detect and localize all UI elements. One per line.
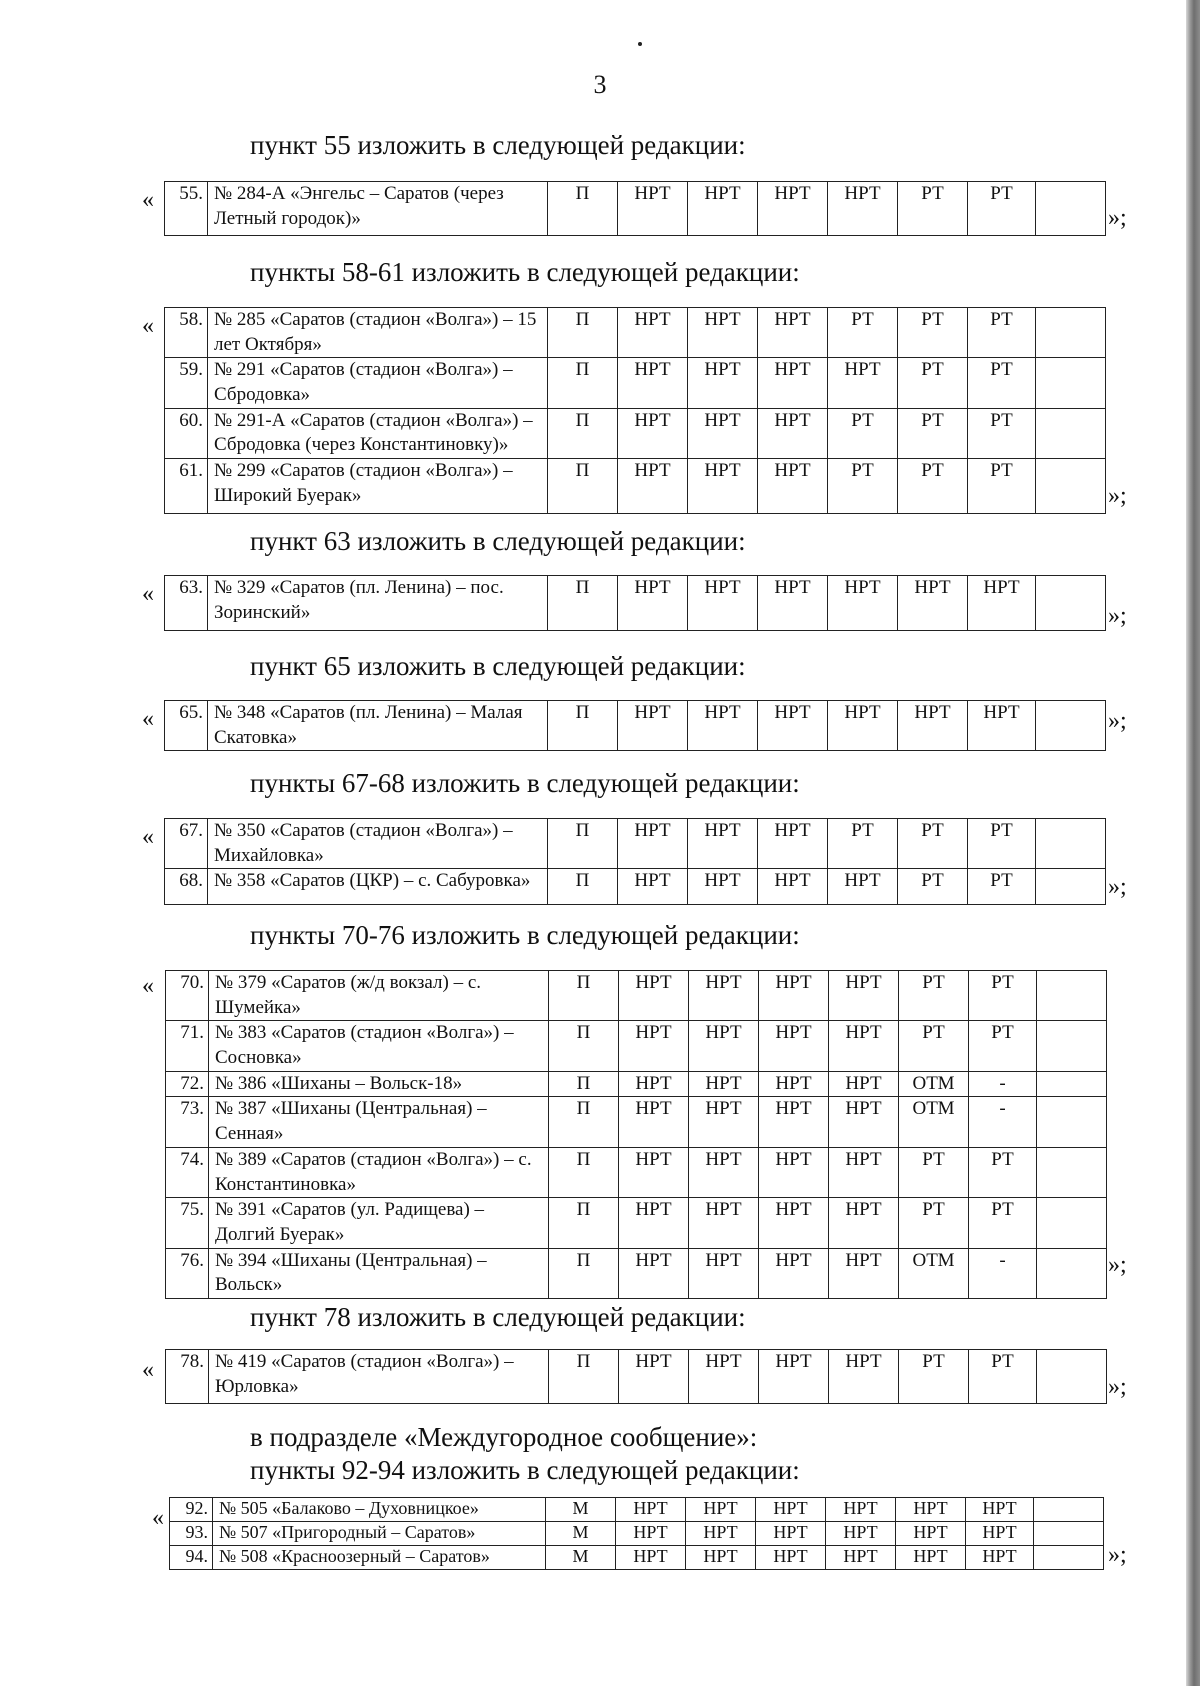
- category-cell: РТ: [969, 1147, 1037, 1197]
- category-cell: НРТ: [826, 1546, 896, 1570]
- section-heading: пункт 55 изложить в следующей редакции:: [250, 130, 746, 160]
- category-cell: НРТ: [828, 358, 898, 408]
- category-cell: РТ: [968, 308, 1036, 358]
- category-cell: НРТ: [686, 1522, 756, 1546]
- table-row: [166, 971, 1107, 1021]
- category-cell: ОТМ: [899, 1071, 969, 1097]
- category-cell: [1036, 576, 1106, 631]
- routes-table: [164, 307, 1106, 514]
- routes-table: [169, 1497, 1104, 1570]
- opening-quote: «: [142, 1357, 154, 1383]
- category-cell: НРТ: [826, 1498, 896, 1522]
- category-cell: НРТ: [688, 576, 758, 631]
- category-cell: П: [548, 308, 618, 358]
- category-cell: НРТ: [829, 1350, 899, 1404]
- closing-quote: »;: [1108, 874, 1127, 900]
- table-row: [166, 1147, 1107, 1197]
- category-cell: РТ: [899, 1021, 969, 1071]
- route-name-cell: № 284-А «Энгельс – Саратов (через Летный городок)»: [208, 182, 548, 236]
- category-cell: НРТ: [618, 182, 688, 236]
- category-cell: П: [549, 1097, 619, 1147]
- category-cell: НРТ: [688, 308, 758, 358]
- category-cell: НРТ: [829, 1147, 899, 1197]
- category-cell: РТ: [828, 308, 898, 358]
- section-heading: пункт 78 изложить в следующей редакции:: [250, 1302, 746, 1332]
- category-cell: РТ: [969, 1350, 1037, 1404]
- category-cell: НРТ: [689, 1071, 759, 1097]
- section-heading: пункт 63 изложить в следующей редакции:: [250, 526, 746, 556]
- closing-quote: »;: [1108, 1542, 1127, 1568]
- category-cell: П: [548, 459, 618, 514]
- category-cell: НРТ: [966, 1498, 1034, 1522]
- category-cell: П: [548, 358, 618, 408]
- category-cell: НРТ: [618, 576, 688, 631]
- row-number-cell: 74.: [166, 1147, 209, 1197]
- category-cell: [1037, 1097, 1107, 1147]
- category-cell: НРТ: [759, 1097, 829, 1147]
- category-cell: М: [546, 1546, 616, 1570]
- scan-dot: [638, 42, 642, 46]
- row-number-cell: 60.: [165, 408, 208, 458]
- row-number-cell: 61.: [165, 459, 208, 514]
- category-cell: [1036, 308, 1106, 358]
- routes-table: [164, 575, 1106, 631]
- category-cell: [1034, 1546, 1104, 1570]
- table-row: [165, 576, 1106, 631]
- category-cell: НРТ: [686, 1498, 756, 1522]
- table-row: [165, 701, 1106, 751]
- route-name-cell: № 505 «Балаково – Духовницкое»: [213, 1498, 546, 1522]
- closing-quote: »;: [1108, 1374, 1127, 1400]
- category-cell: [1036, 408, 1106, 458]
- category-cell: РТ: [898, 459, 968, 514]
- category-cell: НРТ: [829, 1097, 899, 1147]
- category-cell: [1037, 1071, 1107, 1097]
- category-cell: НРТ: [758, 701, 828, 751]
- section-heading: пункты 67-68 изложить в следующей редакции:: [250, 768, 800, 798]
- category-cell: НРТ: [758, 308, 828, 358]
- route-name-cell: № 383 «Саратов (стадион «Волга») – Сосновка»: [209, 1021, 549, 1071]
- route-name-cell: № 285 «Саратов (стадион «Волга») – 15 лет Октября»: [208, 308, 548, 358]
- route-name-cell: № 387 «Шиханы (Центральная) – Сенная»: [209, 1097, 549, 1147]
- category-cell: НРТ: [619, 1071, 689, 1097]
- table-row: [165, 358, 1106, 408]
- table-row: [170, 1546, 1104, 1570]
- category-cell: НРТ: [898, 701, 968, 751]
- category-cell: [1037, 1248, 1107, 1298]
- category-cell: П: [548, 701, 618, 751]
- category-cell: П: [548, 576, 618, 631]
- category-cell: НРТ: [759, 1071, 829, 1097]
- opening-quote: «: [152, 1505, 164, 1531]
- category-cell: РТ: [968, 869, 1036, 905]
- category-cell: НРТ: [756, 1522, 826, 1546]
- category-cell: [1037, 1198, 1107, 1248]
- category-cell: РТ: [828, 459, 898, 514]
- category-cell: НРТ: [618, 819, 688, 869]
- category-cell: НРТ: [689, 1248, 759, 1298]
- opening-quote: «: [142, 706, 154, 732]
- page-number: 3: [593, 70, 607, 99]
- route-name-cell: № 291-А «Саратов (стадион «Волга») – Сбродовка (через Константиновку)»: [208, 408, 548, 458]
- category-cell: НРТ: [619, 971, 689, 1021]
- category-cell: НРТ: [829, 1021, 899, 1071]
- category-cell: П: [549, 1248, 619, 1298]
- category-cell: [1036, 819, 1106, 869]
- category-cell: П: [548, 819, 618, 869]
- row-number-cell: 59.: [165, 358, 208, 408]
- category-cell: НРТ: [829, 1198, 899, 1248]
- category-cell: [1037, 971, 1107, 1021]
- category-cell: НРТ: [616, 1522, 686, 1546]
- route-name-cell: № 299 «Саратов (стадион «Волга») – Широкий Буерак»: [208, 459, 548, 514]
- table-row: [165, 869, 1106, 905]
- row-number-cell: 75.: [166, 1198, 209, 1248]
- table-row: [166, 1021, 1107, 1071]
- routes-table: [164, 181, 1106, 236]
- category-cell: РТ: [898, 408, 968, 458]
- category-cell: НРТ: [896, 1546, 966, 1570]
- category-cell: НРТ: [618, 869, 688, 905]
- category-cell: М: [546, 1522, 616, 1546]
- category-cell: [1036, 869, 1106, 905]
- row-number-cell: 68.: [165, 869, 208, 905]
- opening-quote: «: [142, 187, 154, 213]
- category-cell: РТ: [899, 1350, 969, 1404]
- category-cell: НРТ: [829, 1071, 899, 1097]
- category-cell: НРТ: [968, 701, 1036, 751]
- category-cell: [1036, 358, 1106, 408]
- table-row: [170, 1522, 1104, 1546]
- category-cell: НРТ: [828, 576, 898, 631]
- category-cell: НРТ: [619, 1147, 689, 1197]
- table-row: [165, 408, 1106, 458]
- category-cell: РТ: [968, 408, 1036, 458]
- category-cell: РТ: [968, 459, 1036, 514]
- category-cell: НРТ: [689, 1021, 759, 1071]
- opening-quote: «: [142, 973, 154, 999]
- category-cell: [1036, 182, 1106, 236]
- category-cell: НРТ: [688, 701, 758, 751]
- category-cell: [1036, 701, 1106, 751]
- category-cell: РТ: [898, 182, 968, 236]
- category-cell: РТ: [969, 1198, 1037, 1248]
- closing-quote: »;: [1108, 205, 1127, 231]
- routes-table: [165, 970, 1107, 1299]
- category-cell: П: [549, 1021, 619, 1071]
- category-cell: НРТ: [828, 701, 898, 751]
- route-name-cell: № 386 «Шиханы – Вольск-18»: [209, 1071, 549, 1097]
- category-cell: НРТ: [618, 459, 688, 514]
- row-number-cell: 58.: [165, 308, 208, 358]
- category-cell: НРТ: [966, 1522, 1034, 1546]
- category-cell: НРТ: [758, 869, 828, 905]
- category-cell: НРТ: [756, 1498, 826, 1522]
- route-name-cell: № 389 «Саратов (стадион «Волга») – с. Константиновка»: [209, 1147, 549, 1197]
- category-cell: НРТ: [616, 1546, 686, 1570]
- category-cell: П: [548, 182, 618, 236]
- row-number-cell: 71.: [166, 1021, 209, 1071]
- category-cell: НРТ: [689, 1350, 759, 1404]
- route-name-cell: № 507 «Пригородный – Саратов»: [213, 1522, 546, 1546]
- category-cell: НРТ: [758, 182, 828, 236]
- category-cell: П: [548, 408, 618, 458]
- category-cell: РТ: [898, 308, 968, 358]
- category-cell: НРТ: [618, 408, 688, 458]
- opening-quote: «: [142, 581, 154, 607]
- row-number-cell: 73.: [166, 1097, 209, 1147]
- category-cell: [1034, 1522, 1104, 1546]
- category-cell: НРТ: [689, 1097, 759, 1147]
- opening-quote: «: [142, 824, 154, 850]
- table-row: [170, 1498, 1104, 1522]
- section-subheading: пункты 92-94 изложить в следующей редакции:: [250, 1455, 800, 1485]
- category-cell: -: [969, 1097, 1037, 1147]
- category-cell: НРТ: [968, 576, 1036, 631]
- category-cell: М: [546, 1498, 616, 1522]
- category-cell: НРТ: [828, 182, 898, 236]
- category-cell: НРТ: [829, 971, 899, 1021]
- category-cell: НРТ: [898, 576, 968, 631]
- section-heading: в подразделе «Междугородное сообщение»:: [250, 1422, 758, 1452]
- category-cell: НРТ: [758, 408, 828, 458]
- route-name-cell: № 348 «Саратов (пл. Ленина) – Малая Скатовка»: [208, 701, 548, 751]
- category-cell: ОТМ: [899, 1097, 969, 1147]
- row-number-cell: 92.: [170, 1498, 213, 1522]
- category-cell: НРТ: [686, 1546, 756, 1570]
- scan-edge-shadow: [1186, 0, 1200, 1686]
- category-cell: НРТ: [759, 1198, 829, 1248]
- table-row: [166, 1248, 1107, 1298]
- section-heading: пункт 65 изложить в следующей редакции:: [250, 651, 746, 681]
- table-row: [165, 308, 1106, 358]
- category-cell: НРТ: [758, 459, 828, 514]
- category-cell: НРТ: [758, 358, 828, 408]
- category-cell: НРТ: [618, 701, 688, 751]
- category-cell: НРТ: [759, 1147, 829, 1197]
- category-cell: НРТ: [828, 869, 898, 905]
- category-cell: НРТ: [688, 459, 758, 514]
- opening-quote: «: [142, 313, 154, 339]
- category-cell: ОТМ: [899, 1248, 969, 1298]
- table-row: [166, 1071, 1107, 1097]
- table-row: [166, 1097, 1107, 1147]
- category-cell: РТ: [898, 869, 968, 905]
- category-cell: РТ: [968, 358, 1036, 408]
- category-cell: [1037, 1147, 1107, 1197]
- route-name-cell: № 419 «Саратов (стадион «Волга») – Юрловка»: [209, 1350, 549, 1404]
- category-cell: РТ: [899, 1147, 969, 1197]
- category-cell: НРТ: [829, 1248, 899, 1298]
- category-cell: НРТ: [688, 182, 758, 236]
- category-cell: НРТ: [759, 1248, 829, 1298]
- category-cell: РТ: [968, 182, 1036, 236]
- row-number-cell: 94.: [170, 1546, 213, 1570]
- category-cell: НРТ: [688, 819, 758, 869]
- route-name-cell: № 358 «Саратов (ЦКР) – с. Сабуровка»: [208, 869, 548, 905]
- category-cell: НРТ: [689, 1147, 759, 1197]
- category-cell: НРТ: [966, 1546, 1034, 1570]
- category-cell: РТ: [898, 358, 968, 408]
- table-row: [166, 1198, 1107, 1248]
- closing-quote: »;: [1108, 603, 1127, 629]
- category-cell: НРТ: [616, 1498, 686, 1522]
- row-number-cell: 67.: [165, 819, 208, 869]
- category-cell: РТ: [969, 1021, 1037, 1071]
- row-number-cell: 78.: [166, 1350, 209, 1404]
- category-cell: РТ: [828, 408, 898, 458]
- category-cell: НРТ: [618, 358, 688, 408]
- routes-table: [164, 818, 1106, 905]
- row-number-cell: 65.: [165, 701, 208, 751]
- table-row: [165, 819, 1106, 869]
- category-cell: НРТ: [619, 1097, 689, 1147]
- category-cell: РТ: [969, 971, 1037, 1021]
- category-cell: НРТ: [688, 869, 758, 905]
- section-heading: пункты 58-61 изложить в следующей редакции:: [250, 257, 800, 287]
- closing-quote: »;: [1108, 708, 1127, 734]
- category-cell: НРТ: [758, 576, 828, 631]
- category-cell: [1037, 1350, 1107, 1404]
- category-cell: -: [969, 1071, 1037, 1097]
- route-name-cell: № 329 «Саратов (пл. Ленина) – пос. Зоринский»: [208, 576, 548, 631]
- category-cell: НРТ: [896, 1522, 966, 1546]
- category-cell: [1036, 459, 1106, 514]
- table-row: [165, 182, 1106, 236]
- row-number-cell: 70.: [166, 971, 209, 1021]
- category-cell: НРТ: [896, 1498, 966, 1522]
- row-number-cell: 63.: [165, 576, 208, 631]
- category-cell: НРТ: [758, 819, 828, 869]
- category-cell: НРТ: [759, 971, 829, 1021]
- row-number-cell: 55.: [165, 182, 208, 236]
- category-cell: П: [549, 1071, 619, 1097]
- route-name-cell: № 508 «Красноозерный – Саратов»: [213, 1546, 546, 1570]
- closing-quote: »;: [1108, 1252, 1127, 1278]
- category-cell: П: [549, 1147, 619, 1197]
- row-number-cell: 72.: [166, 1071, 209, 1097]
- category-cell: НРТ: [759, 1021, 829, 1071]
- category-cell: РТ: [968, 819, 1036, 869]
- closing-quote: »;: [1108, 483, 1127, 509]
- category-cell: НРТ: [619, 1021, 689, 1071]
- route-name-cell: № 379 «Саратов (ж/д вокзал) – с. Шумейка»: [209, 971, 549, 1021]
- route-name-cell: № 291 «Саратов (стадион «Волга») – Сбродовка»: [208, 358, 548, 408]
- category-cell: НРТ: [759, 1350, 829, 1404]
- table-row: [165, 459, 1106, 514]
- routes-table: [165, 1349, 1107, 1404]
- row-number-cell: 93.: [170, 1522, 213, 1546]
- category-cell: НРТ: [619, 1350, 689, 1404]
- category-cell: НРТ: [618, 308, 688, 358]
- category-cell: НРТ: [826, 1522, 896, 1546]
- category-cell: П: [549, 1350, 619, 1404]
- category-cell: НРТ: [689, 971, 759, 1021]
- category-cell: РТ: [899, 971, 969, 1021]
- category-cell: РТ: [828, 819, 898, 869]
- category-cell: НРТ: [689, 1198, 759, 1248]
- category-cell: [1034, 1498, 1104, 1522]
- category-cell: П: [549, 971, 619, 1021]
- category-cell: РТ: [898, 819, 968, 869]
- category-cell: НРТ: [688, 358, 758, 408]
- category-cell: П: [548, 869, 618, 905]
- category-cell: РТ: [899, 1198, 969, 1248]
- route-name-cell: № 350 «Саратов (стадион «Волга») – Михайловка»: [208, 819, 548, 869]
- row-number-cell: 76.: [166, 1248, 209, 1298]
- category-cell: -: [969, 1248, 1037, 1298]
- routes-table: [164, 700, 1106, 751]
- category-cell: П: [549, 1198, 619, 1248]
- category-cell: НРТ: [619, 1248, 689, 1298]
- route-name-cell: № 391 «Саратов (ул. Радищева) – Долгий Буерак»: [209, 1198, 549, 1248]
- category-cell: [1037, 1021, 1107, 1071]
- route-name-cell: № 394 «Шиханы (Центральная) – Вольск»: [209, 1248, 549, 1298]
- category-cell: НРТ: [688, 408, 758, 458]
- category-cell: НРТ: [756, 1546, 826, 1570]
- section-heading: пункты 70-76 изложить в следующей редакции:: [250, 920, 800, 950]
- table-row: [166, 1350, 1107, 1404]
- category-cell: НРТ: [619, 1198, 689, 1248]
